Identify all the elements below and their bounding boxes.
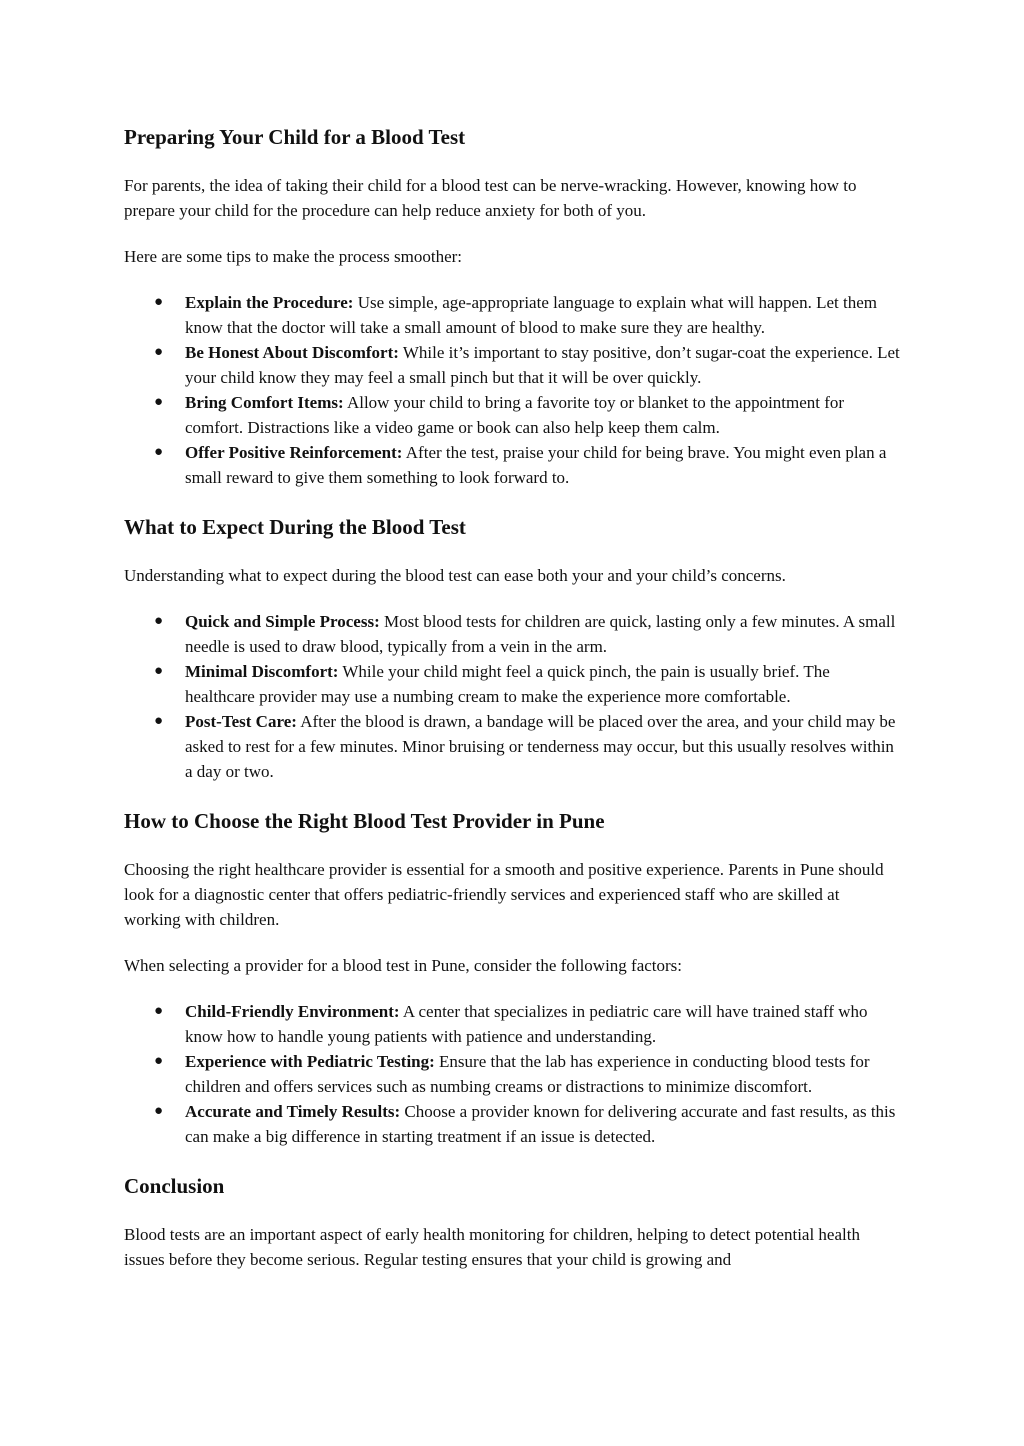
bullet-icon: ●: [154, 344, 164, 360]
list-item-label: Minimal Discomfort:: [185, 662, 339, 681]
paragraph: When selecting a provider for a blood test in Pune, consider the following factors:: [124, 956, 683, 975]
bullet-icon: ●: [154, 663, 164, 679]
paragraph: Choosing the right healthcare provider is essential for a smooth and positive experience. Parents in Pune should look for a diagnostic center that offers pediatric-friendly services and experienced staff who are skilled at working with children.: [124, 860, 884, 929]
list-item-text: A center that specializes in pediatric care will have trained staff who know how to handle young patients with patience and understanding.: [185, 1002, 868, 1046]
list-item-text: Allow your child to bring a favorite toy or blanket to the appointment for comfort. Distractions like a video game or book can also help keep them calm.: [185, 393, 845, 437]
list-item-text: While your child might feel a quick pinch, the pain is usually brief. The healthcare provider may use a numbing cream to make the experience more comfortable.: [185, 662, 830, 706]
list-item: [124, 1099, 900, 1149]
paragraph: For parents, the idea of taking their child for a blood test can be nerve-wracking. However, knowing how to prepare your child for the procedure can help reduce anxiety for both of you.: [124, 176, 857, 220]
paragraph: Here are some tips to make the process smoother:: [124, 247, 463, 266]
list-item-label: Quick and Simple Process:: [185, 612, 380, 631]
list-item: [124, 709, 900, 784]
list-item: [124, 1049, 900, 1099]
list-item-text: Use simple, age-appropriate language to explain what will happen. Let them know that the doctor will take a small amount of blood to make sure they are healthy.: [185, 293, 877, 337]
list-item-text: While it’s important to stay positive, don’t sugar-coat the experience. Let your child know they may feel a small pinch but that it will be over quickly.: [185, 343, 900, 387]
list-item-label: Child-Friendly Environment:: [185, 1002, 400, 1021]
bullet-icon: ●: [154, 1003, 164, 1019]
list-item-text: Ensure that the lab has experience in conducting blood tests for children and offers services such as numbing creams or distractions to minimize discomfort.: [185, 1052, 870, 1096]
bullet-icon: ●: [154, 394, 164, 410]
list-item-label: Experience with Pediatric Testing:: [185, 1052, 435, 1071]
bullet-icon: ●: [154, 613, 164, 629]
section-heading: Preparing Your Child for a Blood Test: [124, 125, 466, 149]
bullet-list: [124, 999, 900, 1149]
paragraph: Understanding what to expect during the blood test can ease both your and your child’s concerns.: [124, 566, 786, 585]
section-heading: Conclusion: [124, 1174, 225, 1198]
section-heading: What to Expect During the Blood Test: [124, 515, 466, 539]
paragraph: Blood tests are an important aspect of early health monitoring for children, helping to detect potential health issues before they become serious. Regular testing ensures that your child is growing and: [124, 1225, 860, 1269]
list-item-label: Accurate and Timely Results:: [185, 1102, 401, 1121]
list-item-label: Explain the Procedure:: [185, 293, 354, 312]
list-item-text: Choose a provider known for delivering accurate and fast results, as this can make a big difference in starting treatment if an issue is detected.: [185, 1102, 896, 1146]
list-item: [124, 609, 900, 659]
bullet-list: [124, 609, 900, 784]
bullet-icon: ●: [154, 713, 164, 729]
list-item-text: After the test, praise your child for being brave. You might even plan a small reward to give them something to look forward to.: [185, 443, 887, 487]
list-item-text: After the blood is drawn, a bandage will be placed over the area, and your child may be asked to rest for a few minutes. Minor bruising or tenderness may occur, but this usually resolves within a day or two.: [185, 712, 896, 781]
list-item: [124, 440, 900, 490]
list-item-text: Most blood tests for children are quick, lasting only a few minutes. A small needle is used to draw blood, typically from a vein in the arm.: [185, 612, 896, 656]
bullet-icon: ●: [154, 294, 164, 310]
list-item-label: Post-Test Care:: [185, 712, 297, 731]
list-item: [124, 340, 900, 390]
list-item-label: Bring Comfort Items:: [185, 393, 344, 412]
bullet-list: [124, 290, 900, 490]
list-item: [124, 390, 900, 440]
list-item: [124, 659, 900, 709]
bullet-icon: ●: [154, 444, 164, 460]
list-item-label: Offer Positive Reinforcement:: [185, 443, 403, 462]
section-heading: How to Choose the Right Blood Test Provider in Pune: [124, 809, 605, 833]
document-page: [124, 122, 900, 1272]
bullet-icon: ●: [154, 1103, 164, 1119]
bullet-icon: ●: [154, 1053, 164, 1069]
list-item: [124, 999, 900, 1049]
list-item: [124, 290, 900, 340]
list-item-label: Be Honest About Discomfort:: [185, 343, 399, 362]
